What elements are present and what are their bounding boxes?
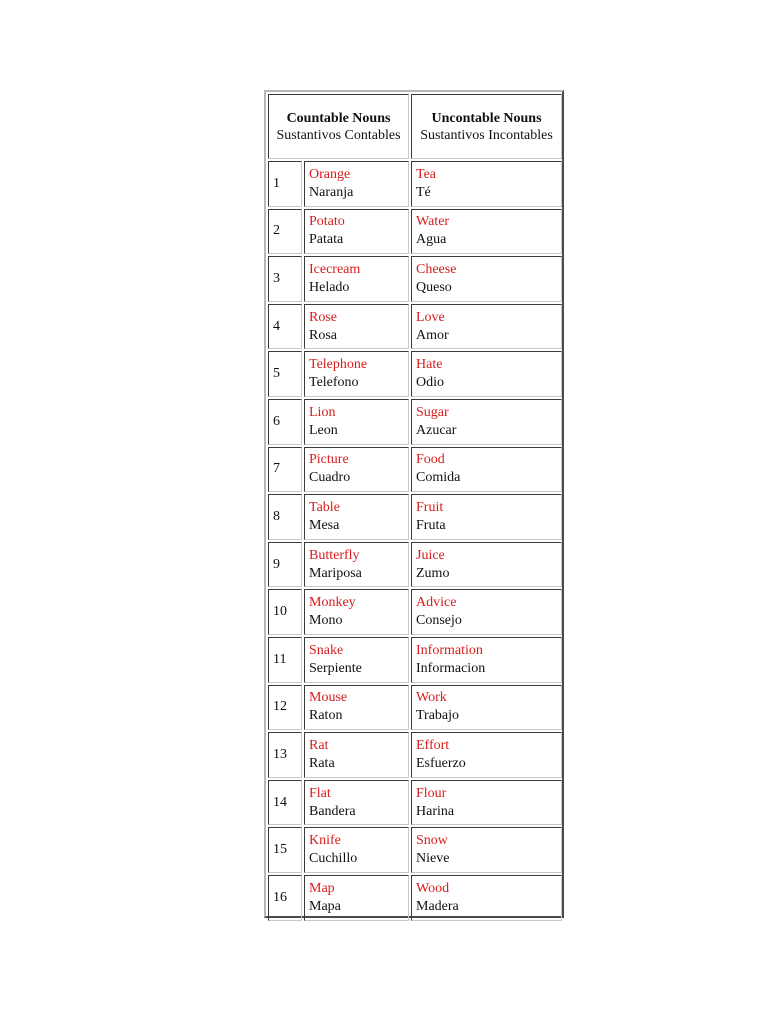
uncountable-noun-cell	[411, 732, 562, 778]
table-row	[268, 685, 562, 731]
spanish-word: Odio	[416, 375, 444, 391]
english-word: Sugar	[416, 404, 449, 420]
spanish-word: Azucar	[416, 422, 457, 438]
english-word: Orange	[309, 166, 351, 182]
spanish-word: Rata	[309, 755, 335, 771]
spanish-word: Informacion	[416, 660, 486, 676]
english-word: Effort	[416, 737, 450, 753]
spanish-word: Esfuerzo	[416, 755, 466, 771]
english-word: Picture	[309, 452, 349, 468]
countable-noun-cell	[304, 161, 409, 207]
row-number: 15	[268, 827, 302, 873]
countable-noun-cell	[304, 304, 409, 350]
spanish-word: Mapa	[309, 898, 341, 914]
uncountable-noun-cell	[411, 161, 562, 207]
countable-noun-cell	[304, 780, 409, 826]
table-row	[268, 304, 562, 350]
english-word: Food	[416, 452, 445, 468]
spanish-word: Té	[416, 184, 431, 200]
spanish-word: Trabajo	[416, 708, 460, 724]
spanish-word: Zumo	[416, 565, 450, 581]
english-word: Butterfly	[309, 547, 360, 563]
english-word: Water	[416, 214, 450, 230]
countable-noun-cell	[304, 542, 409, 588]
table-row	[268, 494, 562, 540]
spanish-word: Madera	[416, 898, 459, 914]
table-row	[268, 780, 562, 826]
countable-noun-cell	[304, 827, 409, 873]
english-word: Snake	[309, 642, 344, 658]
countable-noun-cell	[304, 732, 409, 778]
table-row	[268, 875, 562, 921]
spanish-word: Consejo	[416, 613, 462, 629]
spanish-word: Mesa	[309, 517, 340, 533]
table-row	[268, 637, 562, 683]
english-word: Icecream	[309, 261, 361, 277]
countable-noun-cell	[304, 447, 409, 493]
uncountable-noun-cell	[411, 304, 562, 350]
english-word: Work	[416, 690, 447, 706]
uncountable-noun-cell	[411, 447, 562, 493]
nouns-table-body	[268, 94, 562, 921]
row-number: 12	[268, 685, 302, 731]
spanish-word: Mono	[309, 613, 343, 629]
row-number: 4	[268, 304, 302, 350]
row-number: 2	[268, 209, 302, 255]
english-word: Rat	[309, 737, 329, 753]
uncountable-noun-cell	[411, 637, 562, 683]
row-number: 9	[268, 542, 302, 588]
countable-header-title: Countable Nouns	[286, 110, 391, 126]
spanish-word: Cuchillo	[309, 851, 358, 867]
uncountable-noun-cell	[411, 399, 562, 445]
row-number: 13	[268, 732, 302, 778]
row-number: 5	[268, 351, 302, 397]
countable-header	[268, 94, 409, 159]
nouns-table	[266, 92, 564, 923]
row-number: 10	[268, 589, 302, 635]
spanish-word: Comida	[416, 470, 461, 486]
english-word: Mouse	[309, 690, 348, 706]
row-number: 14	[268, 780, 302, 826]
english-word: Telephone	[309, 357, 368, 373]
uncountable-noun-cell	[411, 875, 562, 921]
row-number: 3	[268, 256, 302, 302]
row-number: 8	[268, 494, 302, 540]
countable-noun-cell	[304, 589, 409, 635]
english-word: Potato	[309, 214, 345, 230]
countable-header-subtitle: Sustantivos Contables	[276, 127, 401, 143]
countable-noun-cell	[304, 637, 409, 683]
uncountable-noun-cell	[411, 351, 562, 397]
table-row	[268, 399, 562, 445]
english-word: Flat	[309, 785, 331, 801]
uncountable-noun-cell	[411, 685, 562, 731]
spanish-word: Rosa	[309, 327, 337, 343]
table-row	[268, 732, 562, 778]
uncountable-noun-cell	[411, 256, 562, 302]
spanish-word: Amor	[416, 327, 449, 343]
uncountable-noun-cell	[411, 589, 562, 635]
uncountable-noun-cell	[411, 780, 562, 826]
english-word: Hate	[416, 357, 443, 373]
table-row	[268, 256, 562, 302]
table-row	[268, 542, 562, 588]
uncountable-noun-cell	[411, 494, 562, 540]
english-word: Map	[309, 880, 335, 896]
countable-noun-cell	[304, 351, 409, 397]
row-number: 7	[268, 447, 302, 493]
uncountable-header-title: Uncontable Nouns	[431, 110, 542, 126]
english-word: Tea	[416, 166, 437, 182]
spanish-word: Mariposa	[309, 565, 362, 581]
row-number: 1	[268, 161, 302, 207]
table-row	[268, 209, 562, 255]
spanish-word: Bandera	[309, 803, 356, 819]
english-word: Table	[309, 499, 340, 515]
uncountable-header	[411, 94, 562, 159]
english-word: Lion	[309, 404, 336, 420]
spanish-word: Telefono	[309, 375, 359, 391]
uncountable-header-subtitle: Sustantivos Incontables	[420, 127, 553, 143]
english-word: Snow	[416, 833, 448, 849]
english-word: Fruit	[416, 499, 444, 515]
spanish-word: Leon	[309, 422, 338, 438]
english-word: Advice	[416, 595, 457, 611]
spanish-word: Patata	[309, 232, 344, 248]
countable-noun-cell	[304, 875, 409, 921]
countable-noun-cell	[304, 399, 409, 445]
nouns-table-frame	[264, 90, 564, 918]
english-word: Love	[416, 309, 445, 325]
spanish-word: Harina	[416, 803, 455, 819]
uncountable-noun-cell	[411, 542, 562, 588]
spanish-word: Agua	[416, 232, 447, 248]
english-word: Juice	[416, 547, 445, 563]
table-row	[268, 351, 562, 397]
countable-noun-cell	[304, 494, 409, 540]
english-word: Information	[416, 642, 483, 658]
table-row	[268, 161, 562, 207]
row-number: 6	[268, 399, 302, 445]
spanish-word: Fruta	[416, 517, 446, 533]
english-word: Wood	[416, 880, 450, 896]
english-word: Flour	[416, 785, 447, 801]
spanish-word: Queso	[416, 279, 452, 295]
countable-noun-cell	[304, 209, 409, 255]
spanish-word: Naranja	[309, 184, 354, 200]
english-word: Rose	[309, 309, 337, 325]
table-row	[268, 447, 562, 493]
table-row	[268, 827, 562, 873]
uncountable-noun-cell	[411, 209, 562, 255]
english-word: Cheese	[416, 261, 457, 277]
spanish-word: Serpiente	[309, 660, 362, 676]
row-number: 11	[268, 637, 302, 683]
countable-noun-cell	[304, 256, 409, 302]
spanish-word: Nieve	[416, 851, 450, 867]
uncountable-noun-cell	[411, 827, 562, 873]
english-word: Knife	[309, 833, 341, 849]
spanish-word: Raton	[309, 708, 343, 724]
row-number: 16	[268, 875, 302, 921]
header-row	[268, 94, 562, 159]
spanish-word: Cuadro	[309, 470, 351, 486]
table-row	[268, 589, 562, 635]
countable-noun-cell	[304, 685, 409, 731]
english-word: Monkey	[309, 595, 356, 611]
spanish-word: Helado	[309, 279, 350, 295]
